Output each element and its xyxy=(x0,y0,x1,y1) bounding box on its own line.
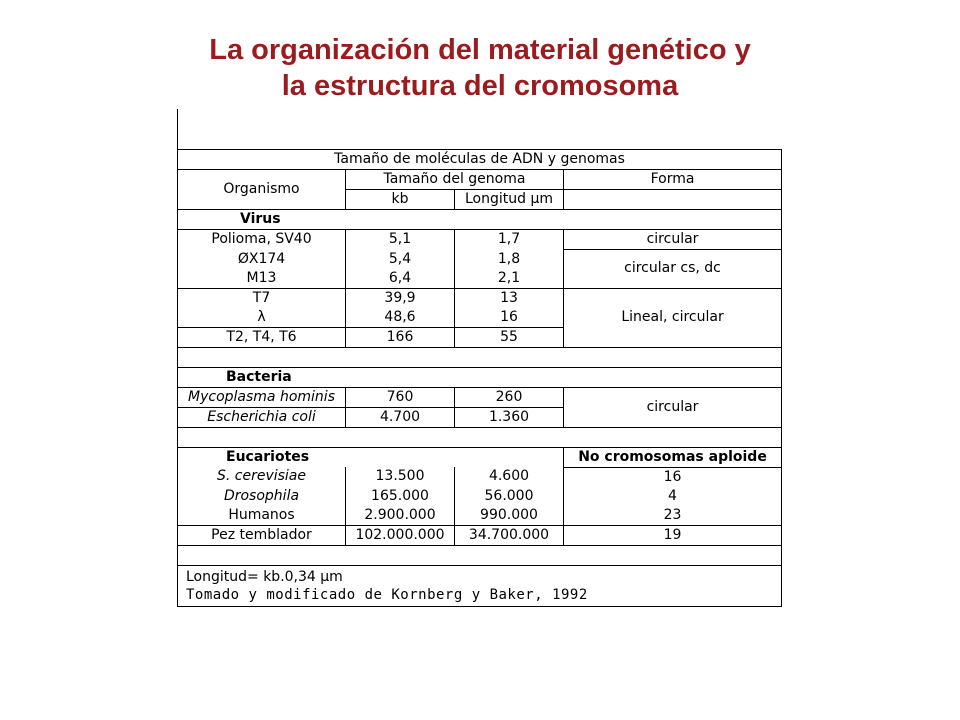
table-row-organism: λ xyxy=(178,308,346,328)
header-longitud: Longitud µm xyxy=(455,190,564,210)
table-row-kb: 13.500 xyxy=(346,467,455,487)
table-row-len: 34.700.000 xyxy=(455,525,564,545)
spacer-row xyxy=(178,545,782,565)
source-citation: Tomado y modificado de Kornberg y Baker, 1992 xyxy=(186,586,588,603)
header-organismo: Organismo xyxy=(178,170,346,210)
table-row-organism: S. cerevisiae xyxy=(178,467,346,487)
table-row-kb: 5,1 xyxy=(346,230,455,250)
table-row-kb: 4.700 xyxy=(346,407,455,427)
section-eucariotes: Eucariotes xyxy=(178,447,564,467)
spacer-row xyxy=(178,347,782,367)
table-row-organism: Polioma, SV40 xyxy=(178,230,346,250)
table-row-kb: 166 xyxy=(346,327,455,347)
table-row-organism: Humanos xyxy=(178,506,346,526)
virus-form-2: circular cs, dc xyxy=(564,250,782,289)
virus-form-3: Lineal, circular xyxy=(564,288,782,347)
table-row-kb: 39,9 xyxy=(346,288,455,308)
table-row-len: 2,1 xyxy=(455,269,564,289)
table-row-n: 4 xyxy=(564,487,782,506)
table-row-len: 56.000 xyxy=(455,487,564,506)
title-line-1: La organización del material genético y xyxy=(209,34,751,66)
table-row-kb: 5,4 xyxy=(346,250,455,269)
table-row-organism: Drosophila xyxy=(178,487,346,506)
table-row-kb: 165.000 xyxy=(346,487,455,506)
table-row-len: 4.600 xyxy=(455,467,564,487)
table-row-organism: T2, T4, T6 xyxy=(178,327,346,347)
table-row-organism: T7 xyxy=(178,288,346,308)
table-row-len: 990.000 xyxy=(455,506,564,526)
table-row-len: 1,8 xyxy=(455,250,564,269)
left-rule xyxy=(177,109,178,150)
table-row-kb: 6,4 xyxy=(346,269,455,289)
table-row-len: 16 xyxy=(455,308,564,328)
table-row-kb: 48,6 xyxy=(346,308,455,328)
table-row-len: 13 xyxy=(455,288,564,308)
bacteria-form: circular xyxy=(564,387,782,427)
title-line-2: la estructura del cromosoma xyxy=(281,70,679,102)
table-row-len: 55 xyxy=(455,327,564,347)
table-footer xyxy=(178,565,782,606)
table-row-len: 260 xyxy=(455,387,564,407)
page-title xyxy=(0,32,960,104)
table-row-n: 23 xyxy=(564,506,782,526)
table-row-organism: ØX174 xyxy=(178,250,346,269)
table-row-kb: 2.900.000 xyxy=(346,506,455,526)
table-row-organism: Escherichia coli xyxy=(178,407,346,427)
section-virus: Virus xyxy=(178,210,782,230)
header-empty xyxy=(564,190,782,210)
table-row-n: 19 xyxy=(564,525,782,545)
header-forma: Forma xyxy=(564,170,782,190)
length-formula: Longitud= kb.0,34 µm xyxy=(186,568,343,585)
genome-size-table xyxy=(177,149,782,607)
spacer-row xyxy=(178,427,782,447)
header-kb: kb xyxy=(346,190,455,210)
table-caption: Tamaño de moléculas de ADN y genomas xyxy=(178,150,782,170)
virus-form-1: circular xyxy=(564,230,782,250)
table-row-kb: 760 xyxy=(346,387,455,407)
table-row-kb: 102.000.000 xyxy=(346,525,455,545)
table-row-organism: M13 xyxy=(178,269,346,289)
table-row-len: 1.360 xyxy=(455,407,564,427)
header-cromosomas: No cromosomas aploide xyxy=(564,447,782,467)
section-bacteria: Bacteria xyxy=(178,367,782,387)
header-tamano: Tamaño del genoma xyxy=(346,170,564,190)
table-row-organism: Mycoplasma hominis xyxy=(178,387,346,407)
table-row-organism: Pez temblador xyxy=(178,525,346,545)
table-row-len: 1,7 xyxy=(455,230,564,250)
table-row-n: 16 xyxy=(564,467,782,487)
